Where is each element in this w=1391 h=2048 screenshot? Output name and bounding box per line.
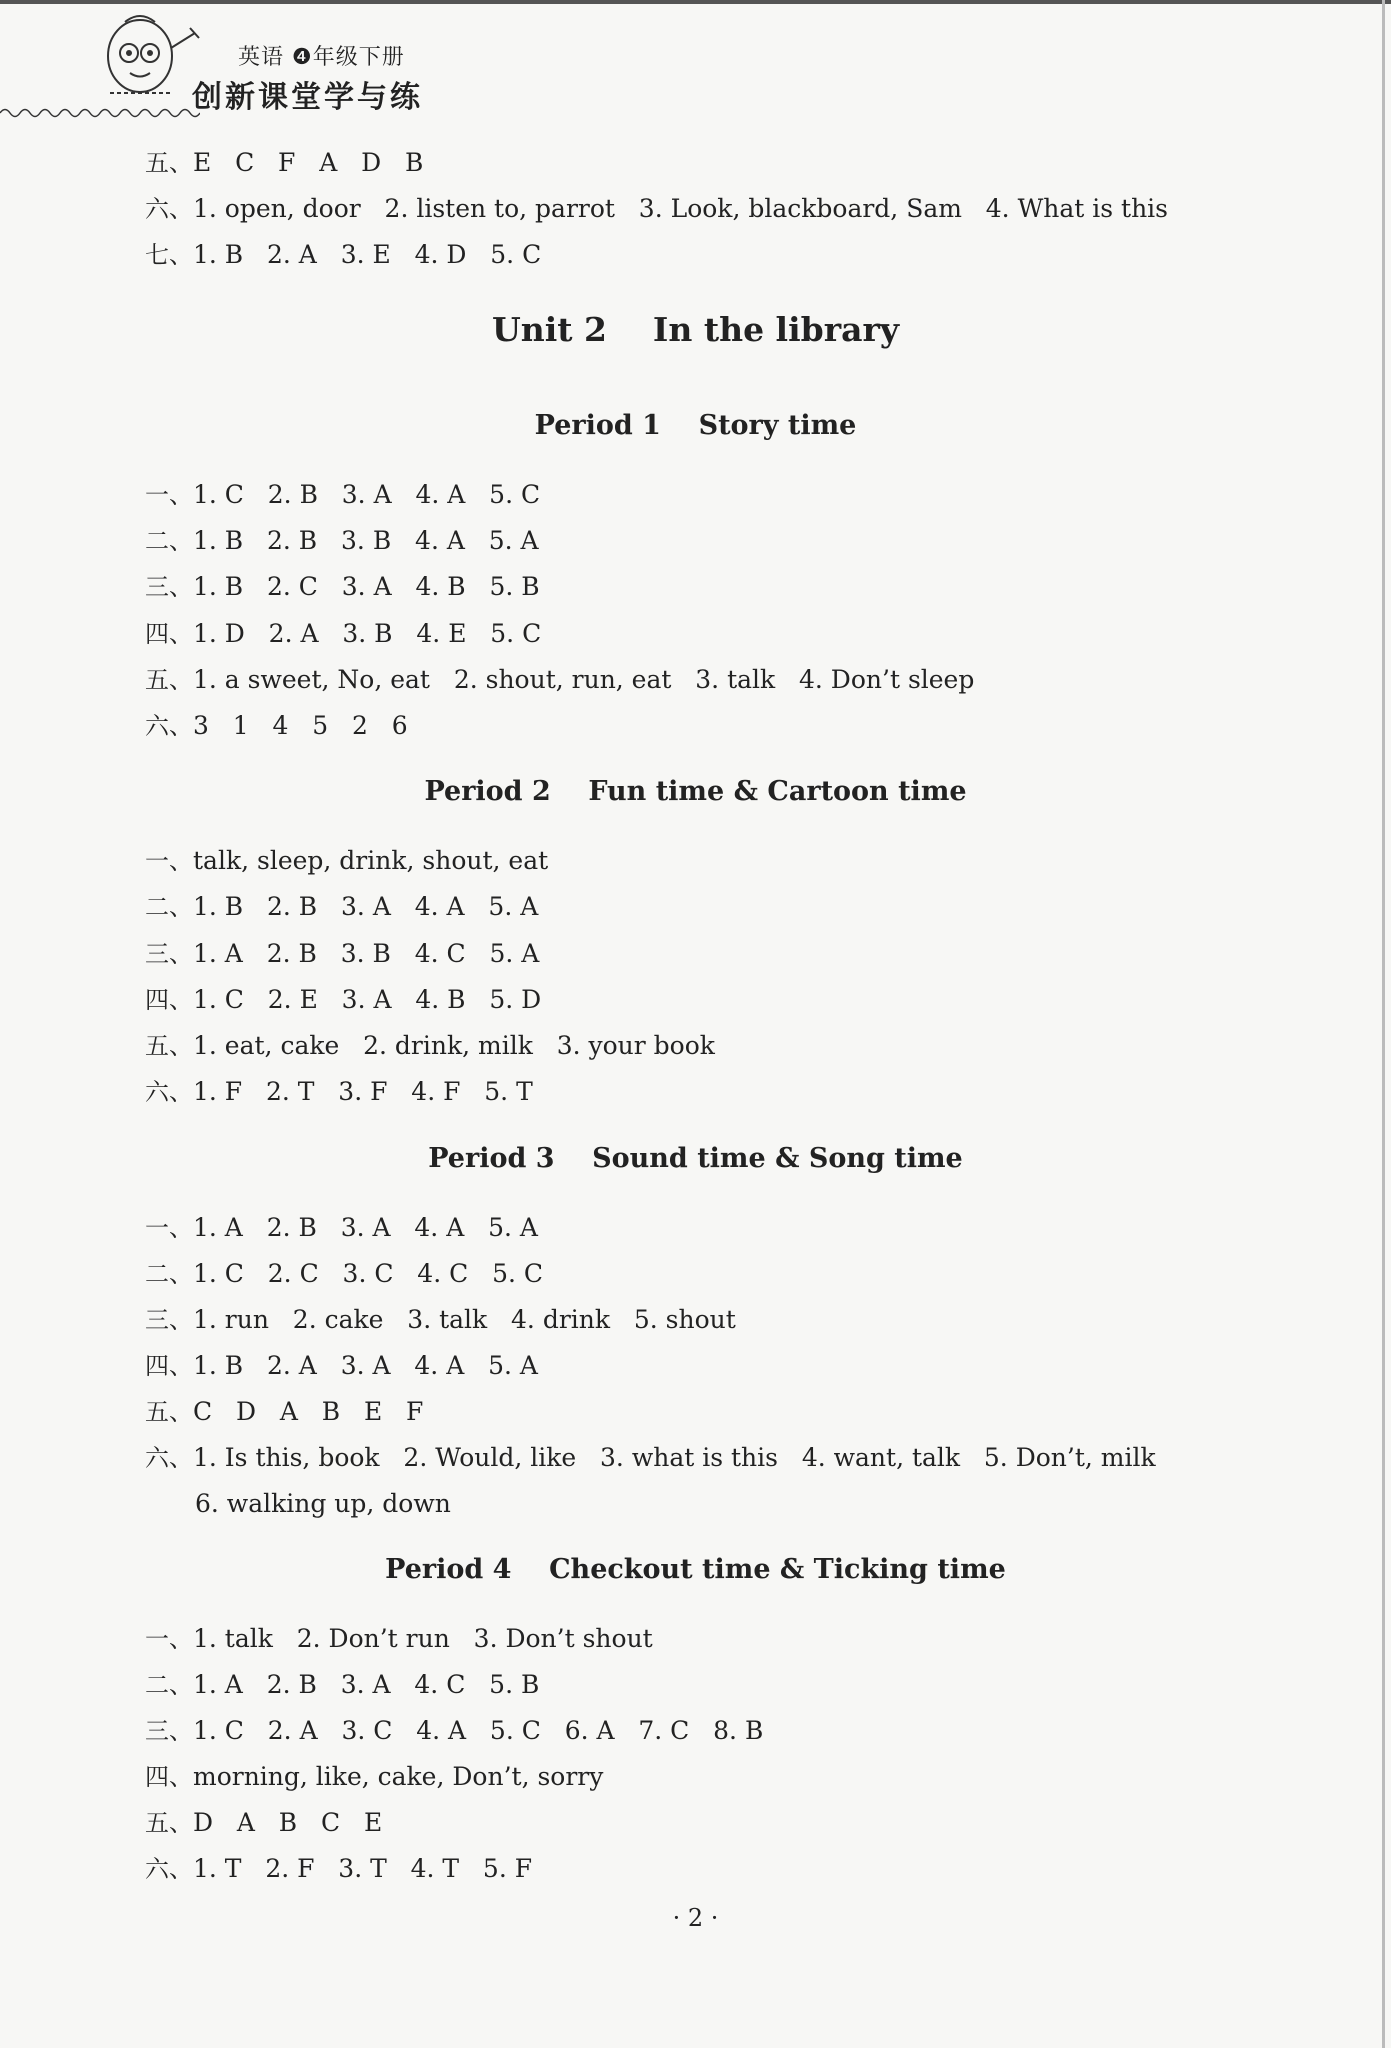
answer-line: 四、1. B 2. A 3. A 4. A 5. A xyxy=(145,1351,538,1380)
book-title: 创新课堂学与练 xyxy=(192,80,423,115)
answer-line: 二、1. A 2. B 3. A 4. C 5. B xyxy=(145,1670,540,1699)
answer-line: 二、1. C 2. C 3. C 4. C 5. C xyxy=(145,1259,543,1288)
answer-line: 六、1. F 2. T 3. F 4. F 5. T xyxy=(145,1077,533,1106)
answer-line: 一、1. A 2. B 3. A 4. A 5. A xyxy=(145,1213,538,1242)
answer-line-continued: 6. walking up, down xyxy=(195,1489,451,1518)
answer-line: 五、1. eat, cake 2. drink, milk 3. your book xyxy=(145,1031,715,1060)
mascot-icon xyxy=(95,8,205,108)
period-heading: Period 2 Fun time & Cartoon time xyxy=(424,776,967,807)
answer-line: 六、1. T 2. F 3. T 4. T 5. F xyxy=(145,1854,533,1883)
answer-line: 六、3 1 4 5 2 6 xyxy=(145,711,408,740)
answer-line: 四、morning, like, cake, Don’t, sorry xyxy=(145,1762,604,1791)
answer-line: 五、E C F A D B xyxy=(145,148,424,177)
answer-line: 六、1. open, door 2. listen to, parrot 3. Look, blackboard, Sam 4. What is this xyxy=(145,194,1169,223)
period-heading: Period 4 Checkout time & Ticking time xyxy=(385,1554,1006,1585)
answer-line: 三、1. B 2. C 3. A 4. B 5. B xyxy=(145,572,540,601)
answer-line: 六、1. Is this, book 2. Would, like 3. what is this 4. want, talk 5. Don’t, milk xyxy=(145,1443,1156,1472)
answer-line: 四、1. D 2. A 3. B 4. E 5. C xyxy=(145,619,542,648)
right-border xyxy=(1382,0,1385,2048)
answer-line: 三、1. run 2. cake 3. talk 4. drink 5. shout xyxy=(145,1305,736,1334)
answer-line: 七、1. B 2. A 3. E 4. D 5. C xyxy=(145,240,542,269)
answer-line: 五、1. a sweet, No, eat 2. shout, run, eat 3. talk 4. Don’t sleep xyxy=(145,665,975,694)
answer-line: 一、talk, sleep, drink, shout, eat xyxy=(145,846,549,875)
answer-line: 五、C D A B E F xyxy=(145,1397,424,1426)
period-heading: Period 1 Story time xyxy=(534,410,857,441)
answer-line: 三、1. A 2. B 3. B 4. C 5. A xyxy=(145,939,540,968)
wavy-divider xyxy=(0,106,200,120)
answer-line: 二、1. B 2. B 3. A 4. A 5. A xyxy=(145,892,539,921)
book-subtitle: 英语 ❹年级下册 xyxy=(238,45,405,70)
answer-line: 五、D A B C E xyxy=(145,1808,383,1837)
answer-line: 三、1. C 2. A 3. C 4. A 5. C 6. A 7. C 8. B xyxy=(145,1716,764,1745)
answer-line: 二、1. B 2. B 3. B 4. A 5. A xyxy=(145,526,539,555)
answer-line: 一、1. talk 2. Don’t run 3. Don’t shout xyxy=(145,1624,653,1653)
answer-line: 一、1. C 2. B 3. A 4. A 5. C xyxy=(145,480,541,509)
answer-line: 四、1. C 2. E 3. A 4. B 5. D xyxy=(145,985,542,1014)
unit-heading: Unit 2 In the library xyxy=(491,310,900,349)
period-heading: Period 3 Sound time & Song time xyxy=(428,1143,963,1174)
page-number: · 2 · xyxy=(672,1904,719,1932)
page-header xyxy=(0,0,600,120)
